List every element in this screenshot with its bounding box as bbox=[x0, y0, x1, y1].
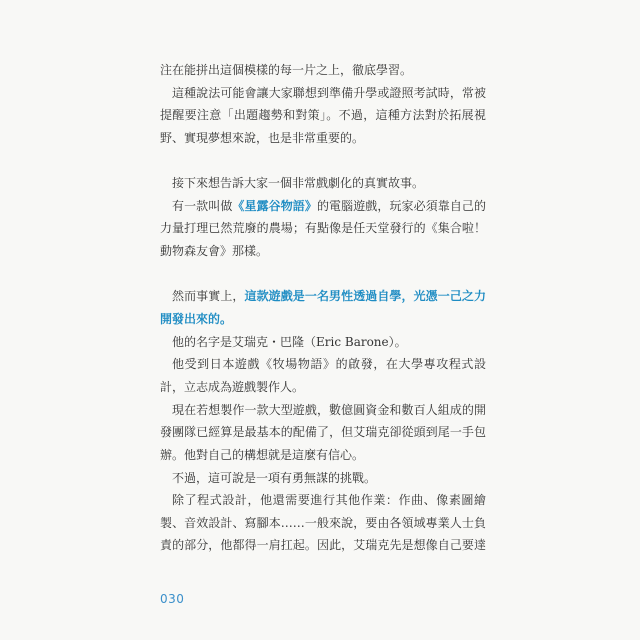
line-text: 這種說法可能會讓大家聯想到準備升學或證照考試時，常被 bbox=[172, 85, 486, 100]
text-line bbox=[160, 353, 486, 376]
text-line bbox=[160, 444, 486, 467]
line-text: 野、實現夢想來說，也是非常重要的。 bbox=[160, 130, 365, 145]
line-text: 有一款叫做 bbox=[172, 198, 233, 213]
text-line bbox=[160, 195, 486, 218]
line-text: 發團隊已經算是最基本的配備了，但艾瑞克卻從頭到尾一手包 bbox=[160, 425, 486, 440]
text-line bbox=[160, 127, 486, 150]
line-text: 現在若想製作一款大型遊戲，數億圓資金和數百人組成的開 bbox=[172, 402, 486, 417]
text-line bbox=[160, 512, 486, 535]
highlighted-text: 這款遊戲是一名男性透過自學，光憑一己之力 bbox=[244, 289, 486, 304]
text-line bbox=[160, 399, 486, 422]
text-line bbox=[160, 59, 486, 82]
line-text: 他受到日本遊戲《牧場物語》的啟發，在大學專攻程式設 bbox=[172, 357, 486, 372]
line-text: 製、音效設計、寫腳本……一般來說，要由各領域專業人士負 bbox=[160, 515, 486, 530]
text-line bbox=[160, 82, 486, 105]
page-number: 030 bbox=[160, 592, 185, 606]
text-line bbox=[160, 467, 486, 490]
text-line bbox=[160, 104, 486, 127]
line-text: 力量打理已然荒廢的農場；有點像是任天堂發行的《集合啦！ bbox=[160, 221, 486, 236]
line-text: 然而事實上， bbox=[172, 289, 245, 304]
line-text: 的電腦遊戲，玩家必須靠自己的 bbox=[316, 198, 486, 213]
line-text: 除了程式設計，他還需要進行其他作業：作曲、像素圖繪 bbox=[172, 493, 486, 508]
text-line bbox=[160, 534, 486, 557]
text-line bbox=[160, 285, 486, 308]
text-line bbox=[160, 489, 486, 512]
text-line bbox=[160, 240, 486, 263]
text-line bbox=[160, 376, 486, 399]
line-text: 注在能拼出這個模樣的每一片之上，徹底學習。 bbox=[160, 63, 413, 77]
paragraph-gap bbox=[160, 263, 488, 286]
text-line bbox=[160, 331, 486, 354]
line-text: 他的名字是艾瑞克・巴隆（Eric Barone）。 bbox=[172, 334, 407, 349]
highlighted-game-title: 《星露谷物語》 bbox=[232, 198, 317, 213]
line-text: 計，立志成為遊戲製作人。 bbox=[160, 379, 305, 394]
line-text: 接下來想告訴大家一個非常戲劇化的真實故事。 bbox=[172, 176, 425, 191]
text-line bbox=[160, 421, 486, 444]
body-text bbox=[160, 59, 488, 557]
paragraph-gap bbox=[160, 150, 488, 173]
text-line bbox=[160, 217, 486, 240]
line-text: 辦。他對自己的構想就是這麼有信心。 bbox=[160, 447, 365, 462]
text-line bbox=[160, 308, 486, 331]
highlighted-text: 開發出來的。 bbox=[160, 312, 233, 327]
line-text: 動物森友會》那樣。 bbox=[160, 244, 269, 259]
line-text: 不過，這可說是一項有勇無謀的挑戰。 bbox=[172, 470, 377, 485]
line-text: 責的部分，他都得一肩扛起。因此，艾瑞克先是想像自己要達 bbox=[160, 538, 486, 553]
line-text: 提醒要注意「出題趨勢和對策」。不過，這種方法對於拓展視 bbox=[160, 108, 486, 123]
text-line bbox=[160, 172, 486, 195]
